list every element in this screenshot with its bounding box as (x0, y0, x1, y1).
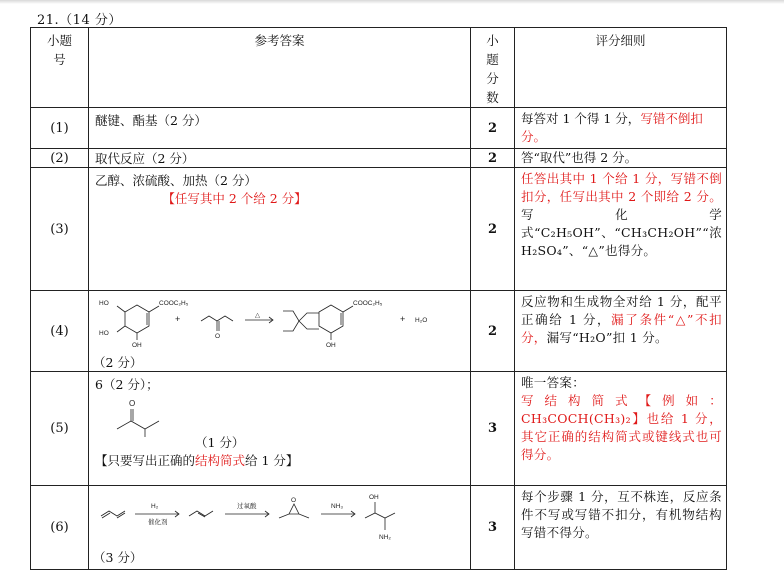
scoring-rule: 每个步骤 1 分，互不株连，反应条件不写或写错不扣分，有机物结构写错不得分。 (515, 486, 727, 570)
ho-label-1: HO (99, 300, 109, 307)
oh-label-1: OH (132, 342, 142, 349)
question-heading: 21.（14 分） (37, 13, 122, 28)
question-no: (6) (31, 486, 89, 570)
reference-answer (89, 168, 471, 291)
answer-note: 【只要写出正确的结构简式给 1 分】 (95, 453, 299, 468)
epoxide-o-label: O (291, 497, 297, 504)
table-row (31, 372, 727, 486)
question-no: (3) (31, 168, 89, 291)
peracid-reagent: 过氧酸 (237, 503, 257, 510)
score: 2 (471, 149, 515, 168)
header-row (31, 28, 727, 108)
reference-answer: 醚键、酯基（2 分） (89, 108, 471, 149)
plus-sign-2: + (400, 314, 406, 324)
score: 3 (471, 372, 515, 486)
ho-label-2: HO (99, 330, 109, 337)
carbonyl-o-label: O (215, 333, 221, 340)
scoring-rule: 任答出其中 1 个给 1 分，写错不倒扣分，任写出其中 2 个即给 2 分。写化学式“C₂H₅OH”、“CH₃CH₂OH”“浓 H₂SO₄”、“△”也得分。 (515, 168, 727, 291)
header-question-no: 小题 号 (31, 28, 89, 108)
answer-note: （2 分） (93, 355, 143, 370)
answer-text: 乙醇、浓硫酸、加热（2 分） (95, 173, 257, 188)
reference-answer (89, 486, 471, 570)
reference-answer (89, 291, 471, 372)
score: 2 (471, 168, 515, 291)
carbonyl-o-label: O (129, 399, 136, 408)
score: 2 (471, 108, 515, 149)
table-row (31, 108, 727, 149)
answer-mid: （1 分） (195, 435, 245, 450)
question-no: (4) (31, 291, 89, 372)
nh2-label: NH₂ (379, 534, 391, 541)
heat-condition: △ (255, 312, 260, 319)
ester-label-1: COOC₂H₅ (159, 300, 189, 307)
scoring-rule: 答“取代”也得 2 分。 (515, 149, 727, 168)
water-label: H₂O (415, 317, 428, 324)
plus-sign: + (175, 314, 181, 324)
acetal-formation-scheme (93, 291, 467, 353)
oh-label-2: OH (326, 342, 336, 349)
score: 3 (471, 486, 515, 570)
question-no: (1) (31, 108, 89, 149)
table-row (31, 168, 727, 291)
question-no: (2) (31, 149, 89, 168)
question-no: (5) (31, 372, 89, 486)
reference-answer (89, 372, 471, 486)
table-row (31, 291, 727, 372)
reference-answer: 取代反应（2 分） (89, 149, 471, 168)
oh-label: OH (369, 494, 379, 501)
score: 2 (471, 291, 515, 372)
top-border (0, 0, 784, 4)
h2-reagent: H₂ (151, 503, 159, 510)
scoring-rule: 反应物和生成物全对给 1 分，配平正确给 1 分，漏了条件“△”不扣分，漏写“H₂O”扣 1 分。 (515, 291, 727, 372)
header-score: 小 题 分 数 (471, 28, 515, 108)
answer-note: （3 分） (93, 550, 143, 565)
answer-text: 6（2 分）； (95, 377, 159, 392)
catalyst-label: 催化剂 (148, 519, 168, 526)
scoring-rule: 唯一答案： 写结构简式【例如：CH₃COCH(CH₃)₂】也给 1 分，其它正确的结构简式或键线式也可得分。 (515, 372, 727, 486)
scoring-rule: 每答对 1 个得 1 分，写错不倒扣分。 (515, 108, 727, 149)
header-reference-answer: 参考答案 (89, 28, 471, 108)
answer-table (30, 27, 727, 570)
ester-label-2: COOC₂H₅ (353, 300, 383, 307)
table-row (31, 486, 727, 570)
header-scoring-rules: 评分细则 (515, 28, 727, 108)
answer-note: 【任写其中 2 个给 2 分】 (162, 191, 307, 206)
nh3-reagent: NH₃ (331, 503, 344, 510)
table-row (31, 149, 727, 168)
synthesis-route-scheme (93, 486, 467, 548)
